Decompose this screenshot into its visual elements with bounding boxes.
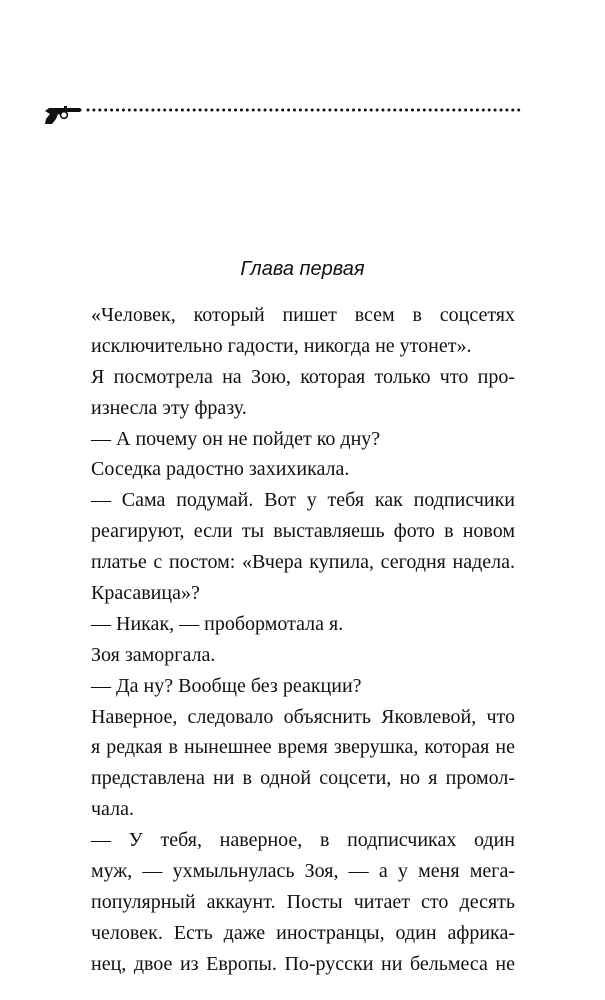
rule-dot — [169, 109, 172, 112]
rule-dot — [382, 109, 385, 112]
rule-dot — [405, 109, 408, 112]
header-ornament — [44, 101, 524, 125]
rule-dot — [517, 109, 520, 112]
rule-dot — [364, 109, 367, 112]
rule-dot — [352, 109, 355, 112]
rule-dot — [293, 109, 296, 112]
rule-dot — [500, 109, 503, 112]
rule-dot — [98, 109, 101, 112]
rule-dot — [92, 109, 95, 112]
rule-dot — [205, 109, 208, 112]
rule-dot — [240, 109, 243, 112]
rule-dot — [140, 109, 143, 112]
text-line: — Сама подумай. Вот у тебя как подписчики — [91, 489, 515, 512]
rule-dot — [87, 109, 90, 112]
text-line: платье с постом: «Вчера купила, сегодня надела. — [91, 551, 515, 574]
dotted-rule — [87, 109, 521, 112]
rule-dot — [193, 109, 196, 112]
rule-dot — [246, 109, 249, 112]
rule-dot — [252, 109, 255, 112]
text-line: муж, — ухмыльнулась Зоя, — а у меня мега- — [91, 860, 515, 883]
rule-dot — [482, 109, 485, 112]
rule-dot — [146, 109, 149, 112]
text-line: человек. Есть даже иностранцы, один африка- — [91, 921, 515, 944]
rule-dot — [199, 109, 202, 112]
rule-dot — [157, 109, 160, 112]
rule-dot — [175, 109, 178, 112]
text-line: изнесла эту фразу. — [91, 396, 247, 419]
rule-dot — [187, 109, 190, 112]
rule-dot — [317, 109, 320, 112]
rule-dot — [181, 109, 184, 112]
rule-dot — [358, 109, 361, 112]
rule-dot — [134, 109, 137, 112]
rule-dot — [376, 109, 379, 112]
rule-dot — [476, 109, 479, 112]
text-line: исключительно гадости, никогда не утонет». — [91, 334, 472, 357]
rule-dot — [264, 109, 267, 112]
text-line: Красавица»? — [91, 582, 200, 605]
rule-dot — [311, 109, 314, 112]
rule-dot — [334, 109, 337, 112]
rule-dot — [452, 109, 455, 112]
rule-dot — [210, 109, 213, 112]
rule-dot — [370, 109, 373, 112]
text-line: я редкая в нынешнее время зверушка, которая не — [91, 736, 515, 759]
rule-dot — [228, 109, 231, 112]
text-line: «Человек, который пишет всем в соцсетях — [91, 304, 515, 326]
rule-dot — [511, 109, 514, 112]
rule-dot — [399, 109, 402, 112]
rule-dot — [110, 109, 113, 112]
text-line: представлена ни в одной соцсети, но я промол- — [91, 767, 515, 790]
rule-dot — [393, 109, 396, 112]
rule-dot — [470, 109, 473, 112]
rule-dot — [299, 109, 302, 112]
rule-dot — [163, 109, 166, 112]
rule-dot — [275, 109, 278, 112]
revolver-icon — [45, 106, 82, 124]
rule-dot — [494, 109, 497, 112]
rule-dot — [281, 109, 284, 112]
rule-dot — [269, 109, 272, 112]
rule-dot — [488, 109, 491, 112]
text-line: — А почему он не пойдет ко дну? — [91, 427, 381, 450]
rule-dot — [116, 109, 119, 112]
rule-dot — [222, 109, 225, 112]
rule-dot — [216, 109, 219, 112]
rule-dot — [258, 109, 261, 112]
text-line: Зоя заморгала. — [91, 643, 216, 666]
rule-dot — [505, 109, 508, 112]
rule-dot — [346, 109, 349, 112]
rule-dot — [128, 109, 131, 112]
text-line: Наверное, следовало объяснить Яковлевой, что — [91, 705, 515, 728]
rule-dot — [464, 109, 467, 112]
rule-dot — [122, 109, 125, 112]
text-line: популярный аккаунт. Посты читает сто десять — [91, 890, 515, 913]
rule-dot — [305, 109, 308, 112]
rule-dot — [328, 109, 331, 112]
rule-dot — [441, 109, 444, 112]
rule-dot — [446, 109, 449, 112]
text-line: чала. — [91, 798, 134, 821]
text-line: реагируют, если ты выставляешь фото в новом — [91, 520, 515, 543]
text-line: Соседка радостно захихикала. — [91, 458, 350, 481]
text-line: — Никак, — пробормотала я. — [91, 612, 344, 635]
rule-dot — [417, 109, 420, 112]
rule-dot — [234, 109, 237, 112]
text-line: — У тебя, наверное, в подписчиках один — [91, 829, 515, 852]
rule-dot — [387, 109, 390, 112]
rule-dot — [104, 109, 107, 112]
text-line: — Да ну? Вообще без реакции? — [91, 674, 362, 697]
rule-dot — [435, 109, 438, 112]
rule-dot — [287, 109, 290, 112]
text-line: Я посмотрела на Зою, которая только что про- — [91, 365, 515, 388]
rule-dot — [429, 109, 432, 112]
rule-dot — [340, 109, 343, 112]
rule-dot — [458, 109, 461, 112]
body-text — [91, 300, 515, 980]
text-line: нец, двое из Европы. По-русски ни бельмеса не — [91, 952, 515, 975]
chapter-title: Глава первая — [240, 258, 365, 280]
rule-dot — [323, 109, 326, 112]
rule-dot — [151, 109, 154, 112]
rule-dot — [423, 109, 426, 112]
rule-dot — [411, 109, 414, 112]
